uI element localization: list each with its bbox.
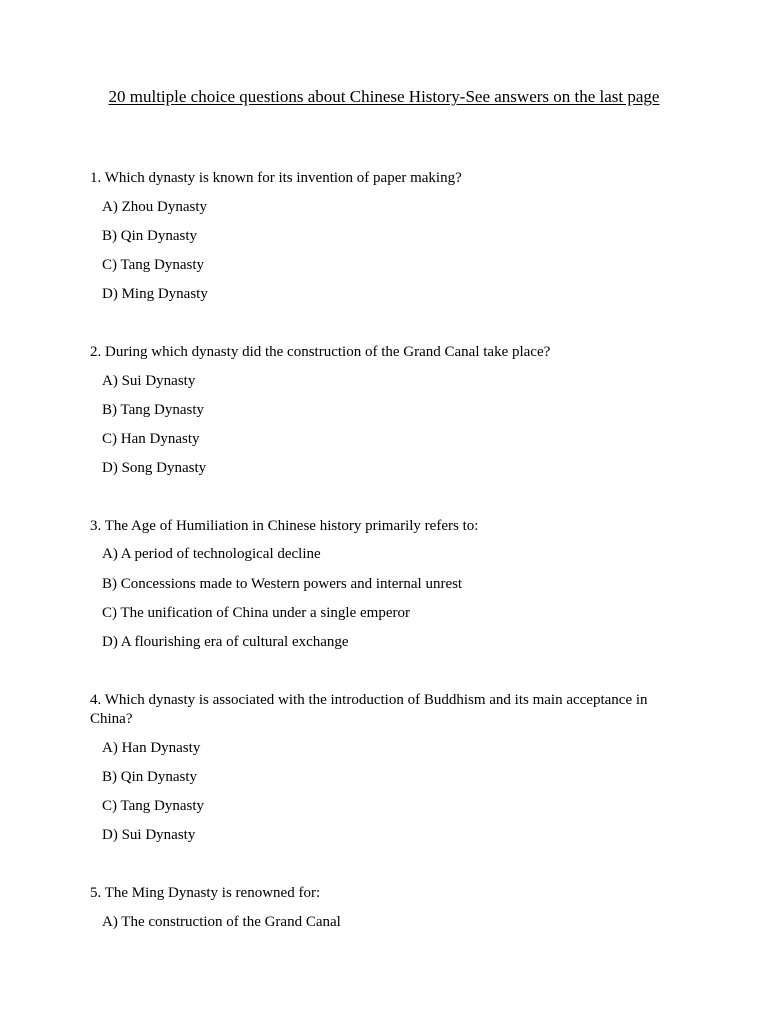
question-5-text: 5. The Ming Dynasty is renowned for: (90, 885, 321, 901)
question-2-option-c: C) Han Dynasty (102, 431, 200, 447)
question-1-text: 1. Which dynasty is known for its invention of paper making? (90, 170, 462, 186)
page-title: 20 multiple choice questions about Chinese History-See answers on the last page (108, 87, 660, 106)
question-4-option-d: D) Sui Dynasty (102, 827, 196, 843)
question-3-text: 3. The Age of Humiliation in Chinese history primarily refers to: (90, 518, 479, 534)
question-1-option-b: B) Qin Dynasty (102, 228, 197, 244)
question-3-option-d: D) A flourishing era of cultural exchange (102, 634, 349, 650)
question-1-option-d: D) Ming Dynasty (102, 286, 208, 302)
question-3-option-b: B) Concessions made to Western powers and internal unrest (102, 576, 463, 592)
question-4-option-b: B) Qin Dynasty (102, 769, 197, 785)
question-2-option-d: D) Song Dynasty (102, 460, 207, 476)
question-2-text: 2. During which dynasty did the construction of the Grand Canal take place? (90, 344, 551, 360)
question-1-option-c: C) Tang Dynasty (102, 257, 204, 273)
question-4-option-c: C) Tang Dynasty (102, 798, 204, 814)
question-2-option-a: A) Sui Dynasty (102, 373, 196, 389)
question-3-option-a: A) A period of technological decline (102, 546, 321, 562)
question-4-option-a: A) Han Dynasty (102, 740, 201, 756)
question-2-option-b: B) Tang Dynasty (102, 402, 204, 418)
question-3-option-c: C) The unification of China under a single emperor (102, 605, 410, 621)
question-5-option-a: A) The construction of the Grand Canal (102, 914, 341, 930)
question-4-text: 4. Which dynasty is associated with the introduction of Buddhism and its main acceptance in China? (90, 692, 648, 727)
question-1-option-a: A) Zhou Dynasty (102, 199, 207, 215)
